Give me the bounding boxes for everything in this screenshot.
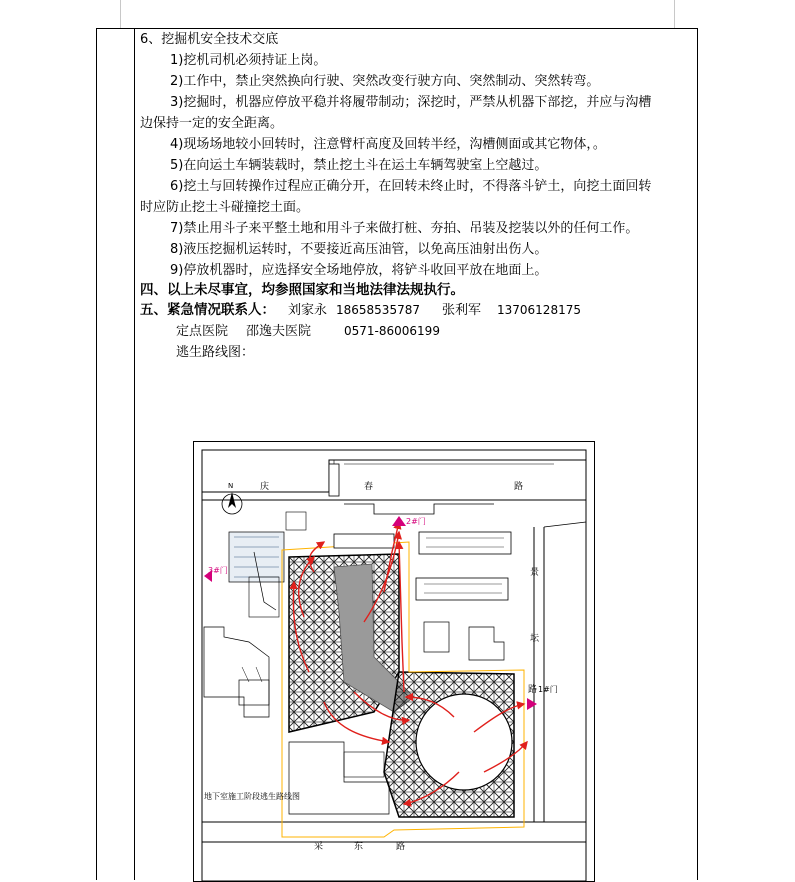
- map-road-east-2: 坛: [530, 634, 540, 644]
- section6-item-2: 2)工作中，禁止突然换向行驶、突然改变行驶方向、突然制动、突然转弯。: [170, 74, 600, 89]
- table-column-divider: [134, 28, 135, 880]
- section6-item-6: 6)挖土与回转操作过程应正确分开，在回转未终止时，不得落斗铲土，向挖土面回转: [170, 179, 652, 194]
- escape-route-map: [193, 441, 595, 882]
- hospital-phone: 0571-86006199: [344, 324, 440, 338]
- map-compass-label: N: [228, 482, 234, 490]
- table-right-border: [697, 28, 698, 880]
- section6-item-4: 4)现场场地较小回转时，注意臂杆高度及回转半经，沟槽侧面或其它物体，。: [170, 137, 606, 152]
- map-road-south-1: 采: [314, 842, 324, 852]
- table-left-border: [96, 28, 97, 880]
- route-map-label: 逃生路线图：: [176, 345, 255, 360]
- section6-item-1: 1)挖机司机必须持证上岗。: [170, 53, 327, 68]
- escape-route-map-drawing: [194, 442, 594, 881]
- map-road-east-3: 路: [528, 685, 538, 695]
- map-gate-3: 3#门: [208, 566, 228, 575]
- page-margin-left: [120, 0, 121, 28]
- section6-heading: 6、挖掘机安全技术交底: [140, 32, 279, 47]
- south-road: [202, 822, 586, 842]
- section6-item-9: 9)停放机器时，应选择安全场地停放，将铲斗收回平放在地面上。: [170, 263, 548, 278]
- hospital-name: 邵逸夫医院: [246, 324, 312, 339]
- page-margin-right: [674, 0, 675, 28]
- section6-item-5: 5)在向运土车辆装载时，禁止挖土斗在运土车辆驾驶室上空越过。: [170, 158, 548, 173]
- map-road-south-3: 路: [396, 842, 406, 852]
- section6-item-7: 7)禁止用斗子来平整土地和用斗子来做打桩、夯拍、吊装及挖装以外的任何工作。: [170, 221, 639, 236]
- section6-item-8: 8)液压挖掘机运转时，不要接近高压油管，以免高压油射出伤人。: [170, 242, 548, 257]
- section6-item-3-cont: 边保持一定的安全距离。: [140, 116, 284, 131]
- map-road-east-1: 景: [530, 568, 540, 578]
- map-gate-2: 2#门: [406, 517, 426, 526]
- hospital-label: 定点医院: [176, 324, 229, 339]
- section6-item-6-cont: 时应防止挖土斗碰撞挖土面。: [140, 200, 310, 215]
- map-caption: 地下室施工阶段逃生路线图: [204, 792, 300, 801]
- contact2-phone: 13706128175: [497, 303, 581, 317]
- contact2-name: 张利军: [442, 303, 482, 318]
- map-road-south-2: 东: [354, 842, 364, 852]
- map-road-north-2: 春: [364, 482, 374, 492]
- contact1-name: 刘家永: [288, 303, 328, 318]
- contact1-phone: 18658535787: [336, 303, 420, 317]
- section6-item-3: 3)挖掘时，机器应停放平稳并将履带制动；深挖时，严禁从机器下部挖，并应与沟槽: [170, 95, 652, 110]
- map-road-north-3: 路: [514, 482, 524, 492]
- map-road-north-1: 庆: [260, 482, 270, 492]
- map-gate-1: 1#门: [538, 685, 558, 694]
- section4-text: 四、以上未尽事宜，均参照国家和当地法律法规执行。: [140, 282, 464, 298]
- section5-heading: 五、紧急情况联系人：: [140, 302, 275, 318]
